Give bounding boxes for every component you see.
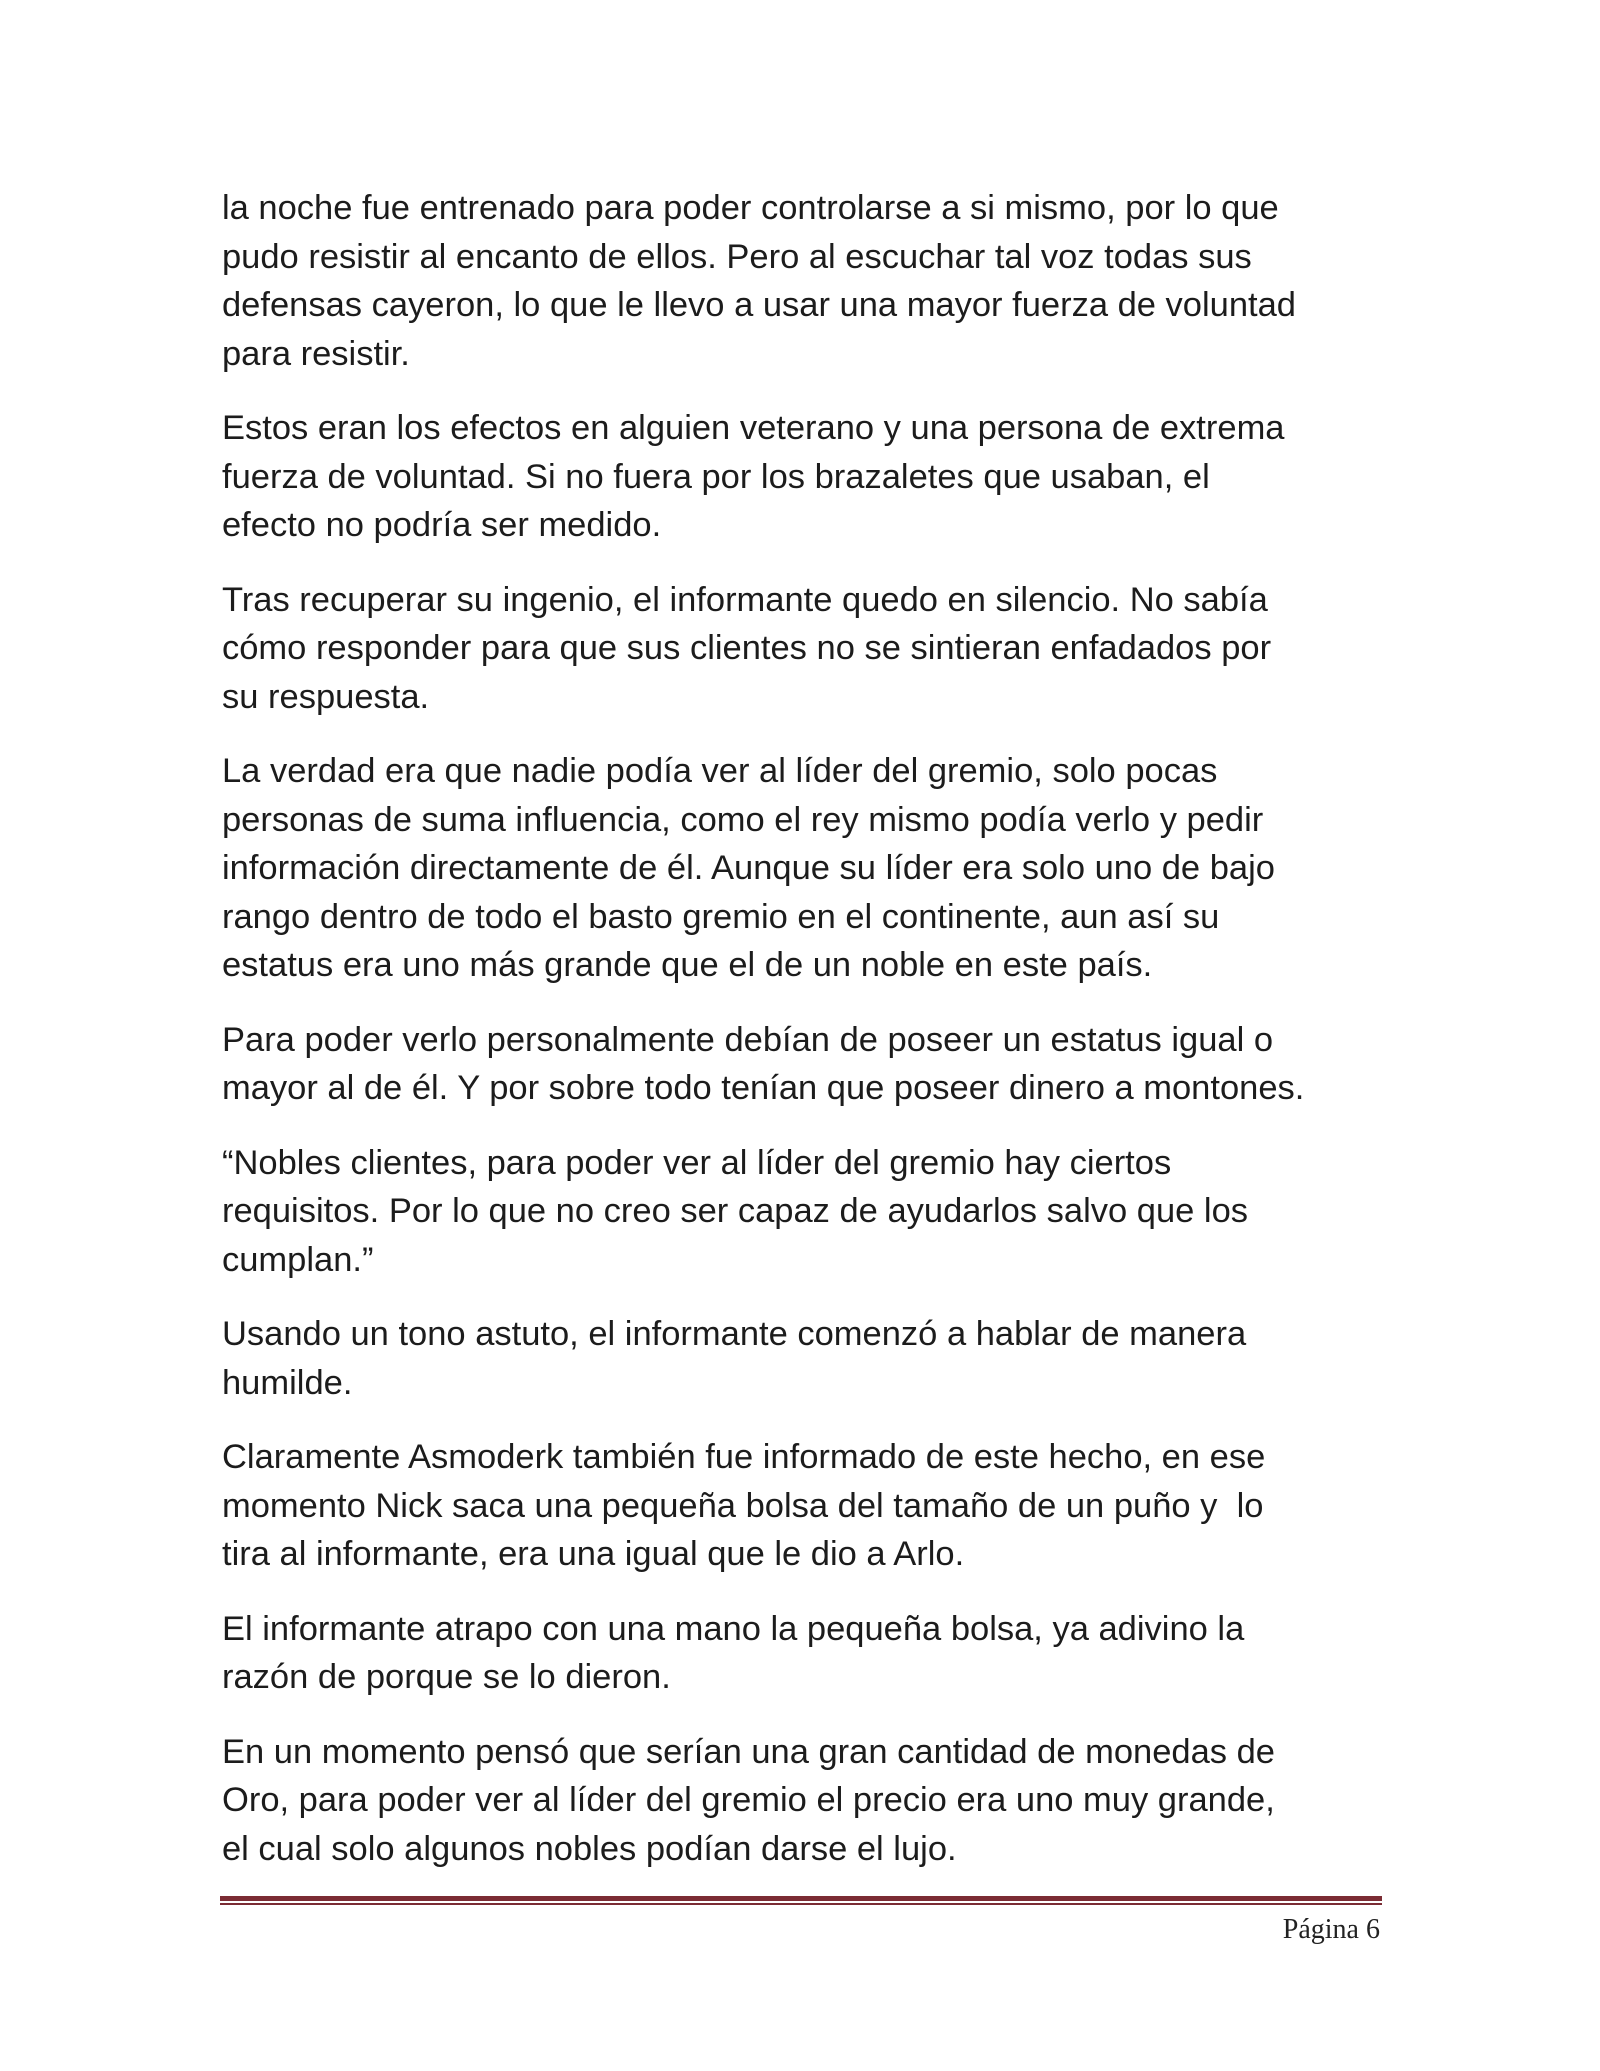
text-line: rango dentro de todo el basto gremio en el continente, aun así su: [222, 897, 1220, 936]
text-line: efecto no podría ser medido.: [222, 506, 662, 544]
text-line: Usando un tono astuto, el informante comenzó a hablar de manera: [222, 1315, 1247, 1353]
text-line: defensas cayeron, lo que le llevo a usar una mayor fuerza de voluntad: [222, 286, 1296, 324]
paragraph: [222, 1310, 1382, 1407]
text-line: Para poder verlo personalmente debían de poseer un estatus igual o: [222, 1020, 1274, 1059]
text-line: el cual solo algunos nobles podían darse el lujo.: [222, 1829, 957, 1868]
footer-rule-thick: [220, 1896, 1382, 1901]
text-line: Claramente Asmoderk también fue informado de este hecho, en ese: [222, 1438, 1266, 1476]
paragraph: [222, 576, 1382, 722]
text-line: El informante atrapo con una mano la pequeña bolsa, ya adivino la: [222, 1609, 1245, 1648]
text-line: fuerza de voluntad. Si no fuera por los brazaletes que usaban, el: [222, 457, 1210, 496]
paragraph: [222, 1139, 1382, 1285]
text-line: mayor al de él. Y por sobre todo tenían que poseer dinero a montones.: [222, 1069, 1305, 1107]
text-line: estatus era uno más grande que el de un noble en este país.: [222, 946, 1153, 984]
footer-rule-thin: [220, 1903, 1382, 1905]
footer-rule: [220, 1896, 1382, 1905]
paragraph: [222, 184, 1382, 378]
paragraph: [222, 404, 1382, 550]
text-line: razón de porque se lo dieron.: [222, 1658, 671, 1696]
text-line: Tras recuperar su ingenio, el informante quedo en silencio. No sabía: [222, 580, 1268, 619]
text-line: información directamente de él. Aunque su líder era solo uno de bajo: [222, 849, 1275, 887]
text-line: la noche fue entrenado para poder controlarse a si mismo, por lo que: [222, 189, 1279, 227]
paragraph: [222, 1605, 1382, 1702]
text-line: tira al informante, era una igual que le dio a Arlo.: [222, 1535, 965, 1573]
page-number: Página 6: [1282, 1914, 1380, 1945]
text-line: personas de suma influencia, como el rey mismo podía verlo y pedir: [222, 800, 1264, 839]
paragraph: [222, 1016, 1382, 1113]
text-line: humilde.: [222, 1363, 353, 1402]
text-line: cumplan.”: [222, 1240, 374, 1279]
paragraph: [222, 1433, 1382, 1579]
text-line: su respuesta.: [222, 677, 430, 716]
text-line: momento Nick saca una pequeña bolsa del tamaño de un puño y lo: [222, 1486, 1264, 1525]
text-line: pudo resistir al encanto de ellos. Pero al escuchar tal voz todas sus: [222, 237, 1252, 276]
text-line: Estos eran los efectos en alguien veterano y una persona de extrema: [222, 409, 1285, 447]
text-line: “Nobles clientes, para poder ver al líder del gremio hay ciertos: [222, 1143, 1172, 1182]
paragraph: [222, 747, 1382, 990]
text-line: requisitos. Por lo que no creo ser capaz de ayudarlos salvo que los: [222, 1192, 1249, 1230]
body-text: [222, 184, 1382, 1899]
text-line: En un momento pensó que serían una gran cantidad de monedas de: [222, 1732, 1275, 1771]
text-line: La verdad era que nadie podía ver al líder del gremio, solo pocas: [222, 752, 1218, 790]
paragraph: [222, 1728, 1382, 1874]
text-line: para resistir.: [222, 334, 410, 373]
text-line: cómo responder para que sus clientes no se sintieran enfadados por: [222, 629, 1272, 667]
text-line: Oro, para poder ver al líder del gremio el precio era uno muy grande,: [222, 1781, 1275, 1819]
